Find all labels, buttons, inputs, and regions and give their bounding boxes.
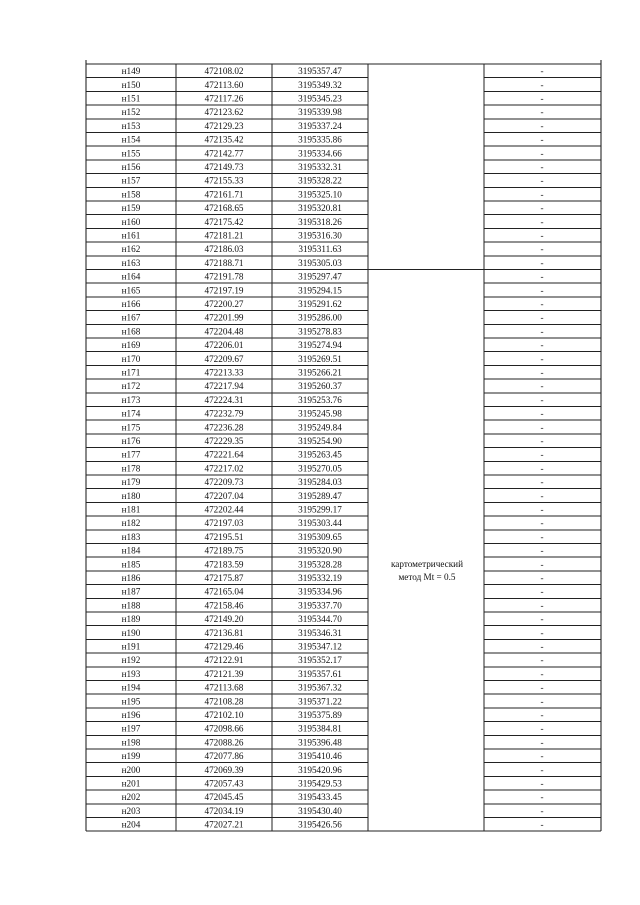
x-coordinate-cell: 472204.48 [204, 326, 244, 337]
y-coordinate-cell: 3195339.98 [298, 107, 342, 118]
accuracy-cell: - [540, 381, 544, 392]
accuracy-cell: - [540, 614, 544, 625]
x-coordinate-cell: 472221.64 [204, 449, 244, 460]
accuracy-cell: - [540, 120, 544, 131]
y-coordinate-cell: 3195270.05 [298, 463, 342, 474]
accuracy-cell: - [540, 751, 544, 762]
accuracy-cell: - [540, 326, 544, 337]
point-id-cell: н174 [121, 408, 141, 419]
point-id-cell: н157 [121, 175, 141, 186]
y-coordinate-cell: 3195294.15 [298, 285, 342, 296]
y-coordinate-cell: 3195316.30 [298, 230, 342, 241]
x-coordinate-cell: 472224.31 [204, 394, 244, 405]
x-coordinate-cell: 472158.46 [204, 600, 244, 611]
x-coordinate-cell: 472108.28 [204, 696, 244, 707]
x-coordinate-cell: 472188.71 [204, 257, 244, 268]
x-coordinate-cell: 472183.59 [204, 559, 244, 570]
y-coordinate-cell: 3195371.22 [298, 696, 342, 707]
point-id-cell: н202 [121, 792, 141, 803]
point-id-cell: н149 [121, 66, 141, 77]
accuracy-cell: - [540, 148, 544, 159]
x-coordinate-cell: 472202.44 [204, 504, 244, 515]
x-coordinate-cell: 472168.65 [204, 203, 244, 214]
accuracy-cell: - [540, 422, 544, 433]
accuracy-cell: - [540, 230, 544, 241]
point-id-cell: н172 [121, 381, 141, 392]
x-coordinate-cell: 472197.03 [204, 518, 244, 529]
y-coordinate-cell: 3195328.28 [298, 559, 342, 570]
x-coordinate-cell: 472217.94 [204, 381, 244, 392]
table-row [122, 628, 544, 638]
y-coordinate-cell: 3195320.90 [298, 545, 342, 556]
point-id-cell: н159 [121, 203, 141, 214]
table-row [122, 710, 544, 720]
accuracy-cell: - [540, 627, 544, 638]
y-coordinate-cell: 3195297.47 [298, 271, 342, 282]
point-id-cell: н158 [121, 189, 141, 200]
y-coordinate-cell: 3195344.70 [298, 614, 342, 625]
accuracy-cell: - [540, 367, 544, 378]
accuracy-cell: - [540, 764, 544, 775]
point-id-cell: н191 [121, 641, 141, 652]
x-coordinate-cell: 472197.19 [204, 285, 244, 296]
table-row [122, 368, 544, 378]
y-coordinate-cell: 3195253.76 [298, 394, 342, 405]
accuracy-cell: - [540, 490, 544, 501]
accuracy-cell: - [540, 696, 544, 707]
table-row [122, 463, 544, 473]
x-coordinate-cell: 472108.02 [204, 66, 244, 77]
table-row [122, 655, 544, 665]
accuracy-cell: - [540, 107, 544, 118]
y-coordinate-cell: 3195269.51 [298, 353, 342, 364]
point-id-cell: н163 [121, 257, 141, 268]
y-coordinate-cell: 3195396.48 [298, 737, 342, 748]
table-row [122, 395, 544, 405]
accuracy-cell: - [540, 600, 544, 611]
y-coordinate-cell: 3195357.61 [298, 668, 342, 679]
table-row [122, 66, 544, 76]
x-coordinate-cell: 472181.21 [204, 230, 244, 241]
y-coordinate-cell: 3195286.00 [298, 312, 342, 323]
table-row [122, 381, 544, 391]
x-coordinate-cell: 472186.03 [204, 244, 244, 255]
point-id-cell: н186 [121, 573, 141, 583]
accuracy-cell: - [540, 723, 544, 734]
x-coordinate-cell: 472129.23 [204, 120, 244, 131]
x-coordinate-cell: 472201.99 [204, 312, 244, 323]
point-id-cell: н184 [121, 545, 141, 556]
table-row [122, 765, 544, 775]
point-id-cell: н161 [121, 230, 141, 241]
x-coordinate-cell: 472129.46 [204, 641, 244, 652]
point-id-cell: н179 [121, 477, 141, 488]
point-id-cell: н180 [121, 490, 141, 501]
y-coordinate-cell: 3195303.44 [298, 518, 342, 529]
table-row [122, 669, 544, 679]
point-id-cell: н199 [121, 751, 141, 762]
table-row [122, 724, 544, 734]
table-row [122, 135, 544, 145]
table-row [122, 450, 544, 460]
y-coordinate-cell: 3195375.89 [298, 710, 342, 720]
y-coordinate-cell: 3195311.63 [298, 244, 342, 255]
table-row [122, 94, 544, 104]
y-coordinate-cell: 3195420.96 [298, 764, 342, 775]
x-coordinate-cell: 472088.26 [204, 737, 244, 748]
table-row [122, 806, 544, 816]
point-id-cell: н181 [121, 504, 141, 515]
table-row [122, 518, 544, 528]
x-coordinate-cell: 472149.73 [204, 162, 244, 172]
x-coordinate-cell: 472149.20 [204, 614, 244, 625]
y-coordinate-cell: 3195309.65 [298, 531, 342, 542]
x-coordinate-cell: 472135.42 [204, 134, 244, 145]
table-row [122, 614, 544, 624]
x-coordinate-cell: 472209.73 [204, 477, 244, 488]
x-coordinate-cell: 472161.71 [204, 189, 244, 200]
y-coordinate-cell: 3195433.45 [298, 792, 342, 803]
point-id-cell: н152 [121, 107, 141, 118]
point-id-cell: н150 [121, 79, 141, 90]
table-row [122, 792, 544, 802]
accuracy-cell: - [540, 668, 544, 679]
y-coordinate-cell: 3195328.22 [298, 175, 342, 186]
y-coordinate-cell: 3195260.37 [298, 381, 342, 392]
table-row [122, 683, 544, 693]
point-id-cell: н198 [121, 737, 141, 748]
y-coordinate-cell: 3195430.40 [298, 805, 342, 816]
x-coordinate-cell: 472175.42 [204, 216, 244, 227]
point-id-cell: н167 [121, 312, 141, 323]
point-id-cell: н200 [121, 764, 141, 775]
table-row [122, 326, 544, 336]
x-coordinate-cell: 472209.67 [204, 353, 244, 364]
y-coordinate-cell: 3195245.98 [298, 408, 342, 419]
point-id-cell: н173 [121, 394, 141, 405]
x-coordinate-cell: 472122.91 [204, 655, 244, 666]
accuracy-cell: - [540, 559, 544, 570]
y-coordinate-cell: 3195337.24 [298, 120, 342, 131]
accuracy-cell: - [540, 394, 544, 405]
table-row [122, 820, 544, 830]
x-coordinate-cell: 472165.04 [204, 586, 244, 597]
accuracy-cell: - [540, 778, 544, 789]
point-id-cell: н166 [121, 299, 141, 309]
point-id-cell: н154 [121, 134, 141, 145]
y-coordinate-cell: 3195357.47 [298, 66, 342, 77]
table-row [122, 751, 544, 761]
accuracy-cell: - [540, 655, 544, 666]
table-row [122, 299, 544, 309]
point-id-cell: н201 [121, 778, 141, 789]
table-row [122, 642, 544, 652]
y-coordinate-cell: 3195284.03 [298, 477, 342, 488]
point-id-cell: н194 [121, 682, 141, 693]
y-coordinate-cell: 3195335.86 [298, 134, 342, 145]
x-coordinate-cell: 472034.19 [204, 805, 244, 816]
accuracy-cell: - [540, 504, 544, 515]
y-coordinate-cell: 3195384.81 [298, 723, 342, 734]
accuracy-cell: - [540, 641, 544, 652]
table-row [122, 217, 544, 227]
table-row [122, 340, 544, 350]
table-row [122, 231, 544, 241]
x-coordinate-cell: 472191.78 [204, 271, 244, 282]
point-id-cell: н177 [121, 449, 141, 460]
point-id-cell: н164 [121, 271, 141, 282]
x-coordinate-cell: 472117.26 [204, 93, 244, 104]
accuracy-cell: - [540, 353, 544, 364]
table-row [122, 244, 544, 254]
y-coordinate-cell: 3195332.31 [298, 162, 342, 172]
point-id-cell: н203 [121, 805, 141, 816]
accuracy-cell: - [540, 285, 544, 296]
y-coordinate-cell: 3195291.62 [298, 299, 342, 309]
x-coordinate-cell: 472189.75 [204, 545, 244, 556]
x-coordinate-cell: 472195.51 [204, 531, 244, 542]
y-coordinate-cell: 3195278.83 [298, 326, 342, 337]
point-id-cell: н160 [121, 216, 141, 227]
y-coordinate-cell: 3195325.10 [298, 189, 342, 200]
accuracy-cell: - [540, 203, 544, 214]
point-id-cell: н171 [121, 367, 141, 378]
accuracy-cell: - [540, 244, 544, 255]
x-coordinate-cell: 472069.39 [204, 764, 244, 775]
x-coordinate-cell: 472155.33 [204, 175, 244, 186]
y-coordinate-cell: 3195334.66 [298, 148, 342, 159]
x-coordinate-cell: 472136.81 [204, 627, 244, 638]
accuracy-cell: - [540, 312, 544, 323]
x-coordinate-cell: 472121.39 [204, 668, 244, 679]
table-row [122, 162, 544, 172]
point-id-cell: н193 [121, 668, 141, 679]
accuracy-cell: - [540, 66, 544, 77]
accuracy-cell: - [540, 463, 544, 474]
y-coordinate-cell: 3195367.32 [298, 682, 342, 693]
table-row [122, 559, 544, 569]
table-row [122, 148, 544, 158]
x-coordinate-cell: 472229.35 [204, 436, 244, 446]
x-coordinate-cell: 472123.62 [204, 107, 244, 118]
point-id-cell: н187 [121, 586, 141, 597]
accuracy-cell: - [540, 134, 544, 145]
table-row [122, 600, 544, 610]
accuracy-cell: - [540, 449, 544, 460]
accuracy-cell: - [540, 340, 544, 351]
point-id-cell: н183 [121, 531, 141, 542]
accuracy-cell: - [540, 477, 544, 488]
x-coordinate-cell: 472045.45 [204, 792, 244, 803]
accuracy-cell: - [540, 189, 544, 200]
accuracy-cell: - [540, 299, 544, 309]
table-row [122, 696, 544, 706]
y-coordinate-cell: 3195352.17 [298, 655, 342, 666]
accuracy-cell: - [540, 737, 544, 748]
accuracy-cell: - [540, 518, 544, 529]
table-row [122, 587, 544, 597]
point-id-cell: н169 [121, 340, 141, 351]
x-coordinate-cell: 472102.10 [204, 710, 244, 720]
table-row [122, 491, 544, 501]
table-row [122, 354, 544, 364]
accuracy-cell: - [540, 162, 544, 172]
table-row [122, 203, 544, 213]
accuracy-cell: - [540, 271, 544, 282]
accuracy-cell: - [540, 216, 544, 227]
x-coordinate-cell: 472232.79 [204, 408, 244, 419]
point-id-cell: н197 [121, 723, 141, 734]
accuracy-cell: - [540, 408, 544, 419]
x-coordinate-cell: 472175.87 [204, 573, 244, 583]
table-row [122, 573, 544, 583]
x-coordinate-cell: 472207.04 [204, 490, 244, 501]
y-coordinate-cell: 3195334.96 [298, 586, 342, 597]
accuracy-cell: - [540, 805, 544, 816]
table-row [122, 546, 544, 556]
accuracy-cell: - [540, 792, 544, 803]
x-coordinate-cell: 472113.60 [204, 79, 244, 90]
table-row [122, 409, 544, 419]
x-coordinate-cell: 472077.86 [204, 751, 244, 762]
method-note [391, 559, 463, 582]
y-coordinate-cell: 3195266.21 [298, 367, 342, 378]
table-row [122, 532, 544, 542]
table-row [122, 189, 544, 199]
method-note-line1: картометрический [390, 559, 464, 569]
point-id-cell: н192 [121, 655, 141, 666]
point-id-cell: н196 [121, 710, 141, 720]
accuracy-cell: - [540, 79, 544, 90]
table-row [122, 121, 544, 131]
y-coordinate-cell: 3195249.84 [298, 422, 342, 433]
point-id-cell: н168 [121, 326, 141, 337]
accuracy-cell: - [540, 586, 544, 597]
x-coordinate-cell: 472142.77 [204, 148, 244, 159]
accuracy-cell: - [540, 819, 544, 830]
x-coordinate-cell: 472057.43 [204, 778, 244, 789]
point-id-cell: н185 [121, 559, 141, 570]
y-coordinate-cell: 3195345.23 [298, 93, 342, 104]
accuracy-cell: - [540, 257, 544, 268]
point-id-cell: н189 [121, 614, 141, 625]
table-row [122, 285, 544, 295]
x-coordinate-cell: 472200.27 [204, 299, 244, 309]
point-id-cell: н156 [121, 162, 141, 172]
x-coordinate-cell: 472027.21 [204, 819, 244, 830]
method-note-line2: метод Mt = 0.5 [398, 572, 456, 582]
accuracy-cell: - [540, 710, 544, 720]
point-id-cell: н162 [121, 244, 141, 255]
accuracy-cell: - [540, 93, 544, 104]
point-id-cell: н195 [121, 696, 141, 707]
accuracy-cell: - [540, 436, 544, 446]
accuracy-cell: - [540, 573, 544, 583]
point-id-cell: н188 [121, 600, 141, 611]
y-coordinate-cell: 3195320.81 [298, 203, 342, 214]
point-id-cell: н151 [121, 93, 141, 104]
table-row [122, 422, 544, 432]
point-id-cell: н204 [121, 819, 141, 830]
accuracy-cell: - [540, 531, 544, 542]
point-id-cell: н176 [121, 436, 141, 446]
point-id-cell: н182 [121, 518, 141, 529]
table-grid [86, 60, 601, 831]
x-coordinate-cell: 472236.28 [204, 422, 244, 433]
y-coordinate-cell: 3195299.17 [298, 504, 342, 515]
y-coordinate-cell: 3195410.46 [298, 751, 342, 762]
accuracy-cell: - [540, 545, 544, 556]
y-coordinate-cell: 3195349.32 [298, 79, 342, 90]
table-row [122, 272, 544, 282]
y-coordinate-cell: 3195346.31 [298, 627, 342, 638]
y-coordinate-cell: 3195274.94 [298, 340, 342, 351]
y-coordinate-cell: 3195305.03 [298, 257, 342, 268]
table-row [122, 779, 544, 789]
point-id-cell: н175 [121, 422, 141, 433]
y-coordinate-cell: 3195254.90 [298, 436, 342, 446]
point-id-cell: н155 [121, 148, 141, 159]
y-coordinate-cell: 3195426.56 [298, 819, 342, 830]
x-coordinate-cell: 472213.33 [204, 367, 244, 378]
point-id-cell: н170 [121, 353, 141, 364]
table-row [122, 313, 544, 323]
accuracy-cell: - [540, 175, 544, 186]
table-row [122, 176, 544, 186]
y-coordinate-cell: 3195347.12 [298, 641, 342, 652]
x-coordinate-cell: 472206.01 [204, 340, 244, 351]
point-id-cell: н165 [121, 285, 141, 296]
y-coordinate-cell: 3195337.70 [298, 600, 342, 611]
y-coordinate-cell: 3195289.47 [298, 490, 342, 501]
table-row [122, 737, 544, 747]
point-id-cell: н190 [121, 627, 141, 638]
accuracy-cell: - [540, 682, 544, 693]
y-coordinate-cell: 3195263.45 [298, 449, 342, 460]
y-coordinate-cell: 3195332.19 [298, 573, 342, 583]
y-coordinate-cell: 3195429.53 [298, 778, 342, 789]
point-id-cell: н153 [121, 120, 141, 131]
point-id-cell: н178 [121, 463, 141, 474]
x-coordinate-cell: 472098.66 [204, 723, 244, 734]
x-coordinate-cell: 472217.02 [204, 463, 244, 474]
table-row [122, 258, 544, 268]
x-coordinate-cell: 472113.68 [204, 682, 244, 693]
table-row [122, 505, 544, 515]
table-row [122, 80, 544, 90]
table-row [122, 107, 544, 117]
table-row [122, 436, 544, 446]
y-coordinate-cell: 3195318.26 [298, 216, 342, 227]
table-row [122, 477, 544, 487]
